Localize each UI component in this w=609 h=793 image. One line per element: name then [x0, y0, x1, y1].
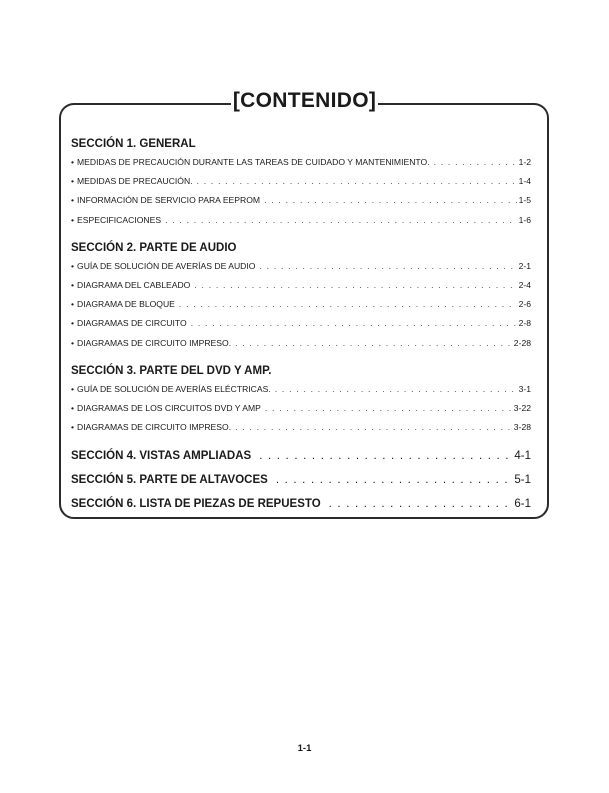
toc-entry-page: 2-8 — [518, 318, 531, 329]
toc-entry-page: 2-4 — [518, 280, 531, 291]
toc-section-entry[interactable] — [71, 447, 531, 465]
toc-entry-page: 4-1 — [514, 450, 531, 463]
toc-entry-page: 3-1 — [518, 383, 531, 394]
toc-entry-label: ESPECIFICACIONES — [77, 214, 162, 225]
toc-entry-page: 3-28 — [513, 422, 531, 433]
section-2 — [71, 239, 531, 353]
toc-entry-page: 1-6 — [518, 214, 531, 225]
bullet: • — [71, 176, 75, 187]
bullet: • — [71, 318, 75, 329]
section-3 — [71, 362, 531, 438]
toc-entry[interactable] — [71, 418, 531, 437]
toc-entry-label: DIAGRAMAS DE CIRCUITO IMPRESO. — [77, 422, 232, 433]
leader-dots — [165, 211, 517, 230]
toc-entry-label: MEDIDAS DE PRECAUCIÓN DURANTE LAS TAREAS DE CUIDADO Y MANTENIMIENTO. — [77, 157, 430, 167]
toc-entry[interactable] — [71, 257, 531, 276]
section-title: SECCIÓN 1. GENERAL — [71, 138, 196, 150]
bullet: • — [71, 214, 75, 225]
toc-entry[interactable] — [71, 334, 531, 353]
page-number: 1-1 — [297, 743, 312, 754]
toc-entry-label: GUÍA DE SOLUCIÓN DE AVERÍAS ELÉCTRICAS. — [77, 383, 271, 394]
leader-dots — [434, 153, 517, 172]
toc-entry-page: 2-1 — [518, 260, 531, 271]
section-title: SECCIÓN 6. LISTA DE PIEZAS DE REPUESTO — [71, 498, 321, 511]
toc-entry-label: MEDIDAS DE PRECAUCIÓN. — [77, 176, 193, 187]
bullet: • — [71, 337, 75, 348]
toc-entry-page: 2-6 — [518, 299, 531, 310]
toc-entry-label: DIAGRAMAS DE CIRCUITO IMPRESO. — [77, 337, 232, 348]
toc-entry[interactable] — [71, 211, 531, 230]
bullet: • — [71, 299, 75, 310]
bullet: • — [71, 260, 75, 271]
bullet: • — [71, 422, 75, 433]
toc-entry-label: DIAGRAMA DE BLOQUE — [77, 299, 175, 310]
page-title: [CONTENIDO] — [232, 89, 377, 112]
toc-entry-label: GUÍA DE SOLUCIÓN DE AVERÍAS DE AUDIO — [77, 260, 256, 271]
leader-dots — [235, 334, 512, 353]
leader-dots — [191, 314, 517, 333]
section-1 — [71, 135, 531, 230]
bullet: • — [71, 157, 75, 167]
toc-entry-page: 3-22 — [513, 403, 531, 414]
leader-dots — [179, 295, 517, 314]
toc-entry[interactable] — [71, 172, 531, 191]
section-title: SECCIÓN 3. PARTE DEL DVD Y AMP. — [71, 364, 272, 377]
bullet: • — [71, 195, 75, 206]
toc-entry-page: 2-28 — [513, 337, 531, 348]
toc-entry-page: 1-5 — [518, 195, 531, 206]
toc-entry-label: DIAGRAMAS DE LOS CIRCUITOS DVD Y AMP — [77, 403, 261, 414]
leader-dots — [194, 276, 516, 295]
toc-entry-page: 6-1 — [514, 498, 531, 511]
leader-dots — [259, 257, 516, 276]
toc-entry[interactable] — [71, 276, 531, 295]
toc-entry[interactable] — [71, 295, 531, 314]
leader-dots — [265, 399, 512, 418]
toc-entry[interactable] — [71, 380, 531, 399]
toc-entry[interactable] — [71, 191, 531, 210]
toc-entry-page: 1-2 — [518, 157, 531, 167]
toc-section-entry[interactable] — [71, 495, 531, 513]
toc-entry-label: DIAGRAMA DEL CABLEADO — [77, 280, 191, 291]
leader-dots — [197, 172, 517, 191]
leader-dots — [235, 418, 512, 437]
toc-entry[interactable] — [71, 314, 531, 333]
toc-entry[interactable] — [71, 153, 531, 172]
section-title: SECCIÓN 2. PARTE DE AUDIO — [71, 241, 237, 254]
bullet: • — [71, 280, 75, 291]
toc-section-entry[interactable] — [71, 471, 531, 489]
toc-entry-label: DIAGRAMAS DE CIRCUITO — [77, 318, 187, 329]
toc-entry-page: 5-1 — [514, 474, 531, 487]
leader-dots — [276, 471, 513, 489]
bullet: • — [71, 383, 75, 394]
table-of-contents — [71, 135, 531, 513]
section-title: SECCIÓN 4. VISTAS AMPLIADAS — [71, 450, 252, 463]
bullet: • — [71, 403, 75, 414]
toc-entry[interactable] — [71, 399, 531, 418]
leader-dots — [264, 191, 517, 210]
leader-dots — [275, 380, 517, 399]
toc-entry-label: INFORMACIÓN DE SERVICIO PARA EEPROM — [77, 195, 261, 206]
leader-dots — [329, 495, 513, 513]
leader-dots — [259, 447, 512, 465]
section-title: SECCIÓN 5. PARTE DE ALTAVOCES — [71, 474, 268, 487]
toc-entry-page: 1-4 — [518, 176, 531, 187]
